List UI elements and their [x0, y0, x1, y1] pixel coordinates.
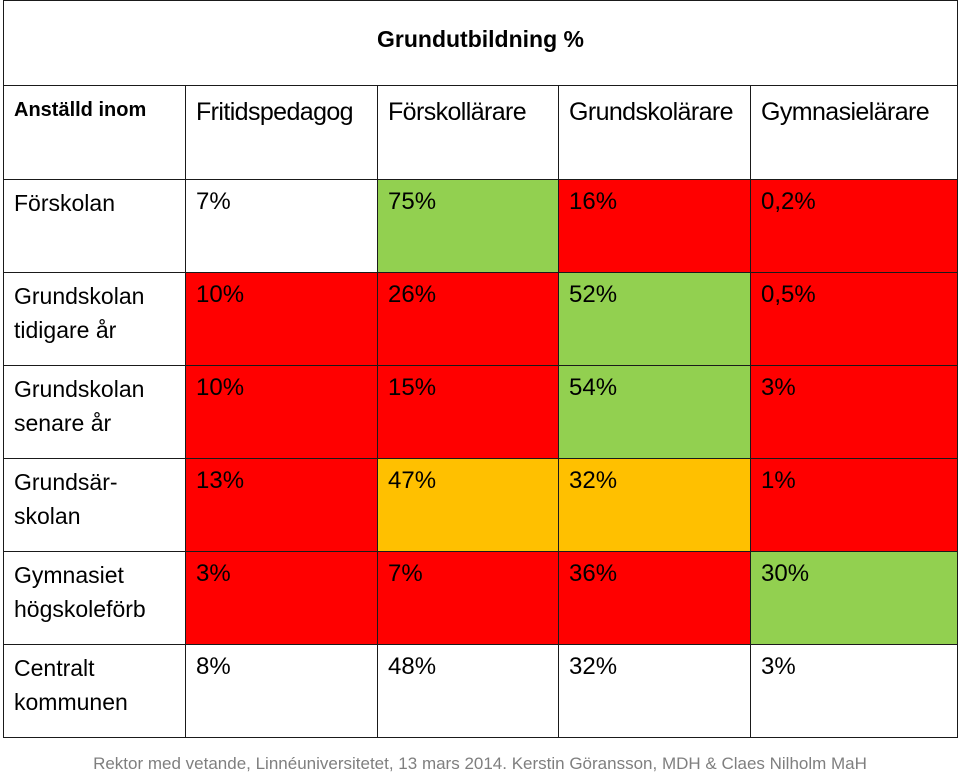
value-cell: 47% — [378, 459, 559, 552]
value-cell: 0,5% — [751, 273, 958, 366]
value-cell: 0,2% — [751, 180, 958, 273]
row-label-line: Förskolan — [14, 190, 115, 216]
header-fritidspedagog: Fritidspedagog — [186, 86, 378, 180]
row-label-line: Grundskolan — [14, 376, 145, 402]
row-label — [4, 273, 186, 366]
row-label-line: senare år — [14, 410, 112, 436]
row-label — [4, 552, 186, 645]
row-label-line: skolan — [14, 503, 81, 529]
value-cell: 48% — [378, 645, 559, 738]
table-row — [4, 459, 958, 552]
value-cell: 32% — [559, 645, 751, 738]
row-label-line: Grundsär- — [14, 469, 118, 495]
row-label — [4, 645, 186, 738]
value-cell: 75% — [378, 180, 559, 273]
value-cell: 16% — [559, 180, 751, 273]
header-row — [4, 86, 958, 180]
value-cell: 52% — [559, 273, 751, 366]
header-grundskolarare: Grundskolärare — [559, 86, 751, 180]
value-cell: 3% — [751, 366, 958, 459]
header-employed-in: Anställd inom — [4, 86, 186, 180]
table-row — [4, 645, 958, 738]
row-label-line: Centralt — [14, 655, 95, 681]
value-cell: 10% — [186, 273, 378, 366]
value-cell: 3% — [751, 645, 958, 738]
table-title-cell — [4, 1, 958, 86]
row-label-line: Gymnasiet — [14, 562, 124, 588]
footer-credit: Rektor med vetande, Linnéuniversitetet, 13 mars 2014. Kerstin Göransson, MDH & Claes Nilholm MaH — [93, 754, 867, 773]
value-cell: 32% — [559, 459, 751, 552]
row-label-line: tidigare år — [14, 317, 117, 343]
table-row — [4, 273, 958, 366]
row-label — [4, 366, 186, 459]
table-row — [4, 552, 958, 645]
value-cell: 30% — [751, 552, 958, 645]
row-label-line: kommunen — [14, 689, 128, 715]
value-cell: 10% — [186, 366, 378, 459]
value-cell: 7% — [186, 180, 378, 273]
table-row — [4, 366, 958, 459]
value-cell: 26% — [378, 273, 559, 366]
value-cell: 3% — [186, 552, 378, 645]
value-cell: 1% — [751, 459, 958, 552]
row-label — [4, 180, 186, 273]
value-cell: 7% — [378, 552, 559, 645]
table-title: Grundutbildning % — [377, 25, 584, 52]
value-cell: 15% — [378, 366, 559, 459]
row-label-line: Grundskolan — [14, 283, 145, 309]
value-cell: 54% — [559, 366, 751, 459]
table-row — [4, 180, 958, 273]
education-table — [3, 0, 958, 738]
value-cell: 8% — [186, 645, 378, 738]
header-gymnasielarare: Gymnasielärare — [751, 86, 958, 180]
value-cell: 13% — [186, 459, 378, 552]
row-label-line: högskoleförb — [14, 596, 146, 622]
header-forskollarare: Förskollärare — [378, 86, 559, 180]
row-label — [4, 459, 186, 552]
value-cell: 36% — [559, 552, 751, 645]
